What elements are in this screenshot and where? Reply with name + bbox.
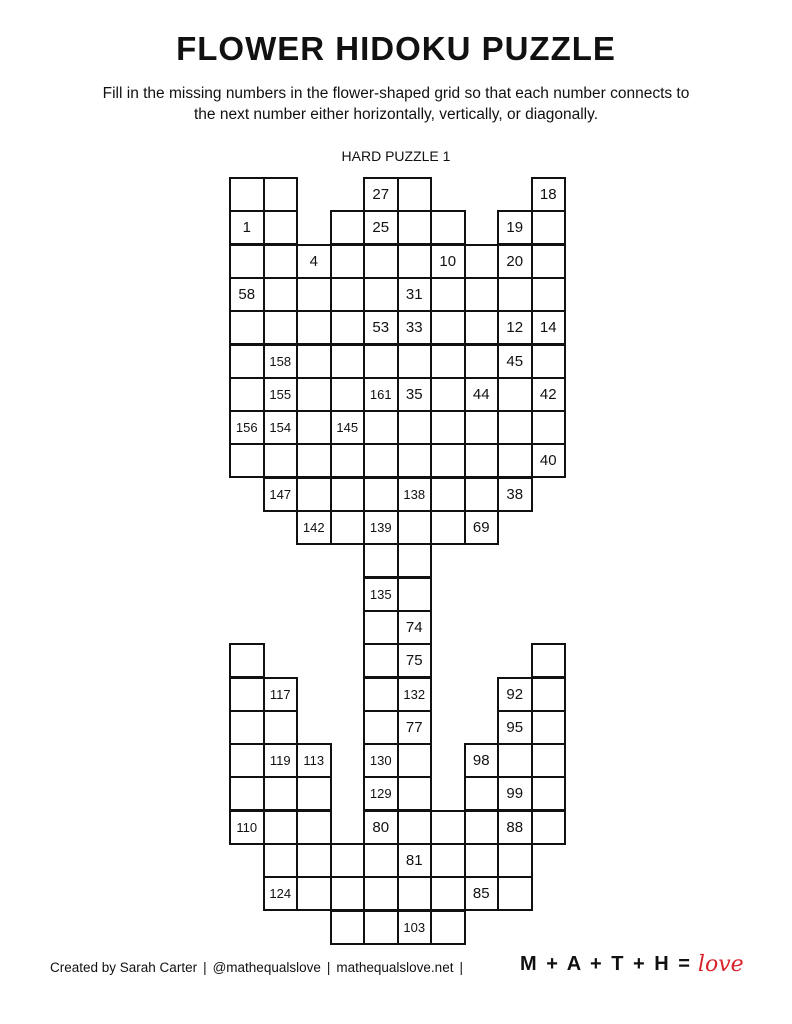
given-cell[interactable]: 44 [464,377,500,412]
empty-cell[interactable] [397,776,433,811]
given-cell[interactable]: 138 [397,477,433,512]
empty-cell[interactable] [229,310,265,345]
empty-cell[interactable] [397,177,433,212]
empty-cell[interactable] [330,477,366,512]
empty-cell[interactable] [363,443,399,478]
empty-cell[interactable] [464,443,500,478]
social-handle: @mathequalslove [212,960,321,975]
empty-cell[interactable] [296,344,332,379]
empty-cell[interactable] [229,244,265,279]
empty-cell[interactable] [397,810,433,845]
given-cell[interactable]: 98 [464,743,500,778]
footer-credits [50,960,469,975]
empty-cell[interactable] [464,810,500,845]
given-cell[interactable]: 156 [229,410,265,445]
given-cell[interactable]: 12 [497,310,533,345]
given-cell[interactable]: 69 [464,510,500,545]
given-cell[interactable]: 155 [263,377,299,412]
empty-cell[interactable] [296,843,332,878]
empty-cell[interactable] [464,843,500,878]
empty-cell[interactable] [531,776,567,811]
given-cell[interactable]: 4 [296,244,332,279]
given-cell[interactable]: 10 [430,244,466,279]
empty-cell[interactable] [531,277,567,312]
empty-cell[interactable] [430,477,466,512]
empty-cell[interactable] [464,344,500,379]
empty-cell[interactable] [296,377,332,412]
given-cell[interactable]: 35 [397,377,433,412]
empty-cell[interactable] [330,344,366,379]
given-cell[interactable]: 158 [263,344,299,379]
given-cell[interactable]: 88 [497,810,533,845]
given-cell[interactable]: 18 [531,177,567,212]
empty-cell[interactable] [263,710,299,745]
empty-cell[interactable] [330,910,366,945]
empty-cell[interactable] [430,277,466,312]
empty-cell[interactable] [430,910,466,945]
empty-cell[interactable] [497,843,533,878]
empty-cell[interactable] [229,177,265,212]
given-cell[interactable]: 75 [397,643,433,678]
empty-cell[interactable] [397,577,433,612]
empty-cell[interactable] [397,344,433,379]
given-cell[interactable]: 129 [363,776,399,811]
empty-cell[interactable] [363,643,399,678]
given-cell[interactable]: 161 [363,377,399,412]
given-cell[interactable]: 53 [363,310,399,345]
empty-cell[interactable] [363,843,399,878]
empty-cell[interactable] [464,310,500,345]
empty-cell[interactable] [263,244,299,279]
empty-cell[interactable] [229,344,265,379]
empty-cell[interactable] [330,210,366,245]
empty-cell[interactable] [531,210,567,245]
empty-cell[interactable] [430,310,466,345]
empty-cell[interactable] [363,876,399,911]
empty-cell[interactable] [430,443,466,478]
empty-cell[interactable] [229,677,265,712]
brand-text: M + A + T + H = [520,953,692,975]
empty-cell[interactable] [430,876,466,911]
empty-cell[interactable] [430,843,466,878]
given-cell[interactable]: 33 [397,310,433,345]
empty-cell[interactable] [229,643,265,678]
empty-cell[interactable] [397,510,433,545]
given-cell[interactable]: 110 [229,810,265,845]
empty-cell[interactable] [263,443,299,478]
empty-cell[interactable] [296,443,332,478]
empty-cell[interactable] [430,210,466,245]
empty-cell[interactable] [464,477,500,512]
given-cell[interactable]: 14 [531,310,567,345]
empty-cell[interactable] [397,210,433,245]
empty-cell[interactable] [397,443,433,478]
empty-cell[interactable] [330,377,366,412]
empty-cell[interactable] [263,810,299,845]
empty-cell[interactable] [430,510,466,545]
given-cell[interactable]: 117 [263,677,299,712]
empty-cell[interactable] [430,410,466,445]
given-cell[interactable]: 40 [531,443,567,478]
empty-cell[interactable] [330,244,366,279]
empty-cell[interactable] [330,277,366,312]
empty-cell[interactable] [464,244,500,279]
given-cell[interactable]: 135 [363,577,399,612]
given-cell[interactable]: 25 [363,210,399,245]
empty-cell[interactable] [497,410,533,445]
empty-cell[interactable] [531,643,567,678]
empty-cell[interactable] [363,543,399,578]
given-cell[interactable]: 85 [464,876,500,911]
given-cell[interactable]: 81 [397,843,433,878]
given-cell[interactable]: 103 [397,910,433,945]
given-cell[interactable]: 80 [363,810,399,845]
empty-cell[interactable] [531,244,567,279]
empty-cell[interactable] [263,310,299,345]
given-cell[interactable]: 113 [296,743,332,778]
footer-separator: | [203,960,207,975]
empty-cell[interactable] [330,876,366,911]
empty-cell[interactable] [263,210,299,245]
website-link[interactable]: mathequalslove.net [336,960,454,975]
empty-cell[interactable] [497,277,533,312]
empty-cell[interactable] [296,876,332,911]
empty-cell[interactable] [531,810,567,845]
empty-cell[interactable] [531,710,567,745]
brand-logo [520,952,744,977]
empty-cell[interactable] [531,344,567,379]
empty-cell[interactable] [296,810,332,845]
empty-cell[interactable] [330,843,366,878]
empty-cell[interactable] [464,776,500,811]
given-cell[interactable]: 31 [397,277,433,312]
empty-cell[interactable] [263,177,299,212]
empty-cell[interactable] [229,776,265,811]
empty-cell[interactable] [229,743,265,778]
given-cell[interactable]: 119 [263,743,299,778]
given-cell[interactable]: 42 [531,377,567,412]
empty-cell[interactable] [397,876,433,911]
empty-cell[interactable] [296,477,332,512]
empty-cell[interactable] [296,410,332,445]
empty-cell[interactable] [397,743,433,778]
empty-cell[interactable] [397,244,433,279]
empty-cell[interactable] [497,377,533,412]
empty-cell[interactable] [363,277,399,312]
empty-cell[interactable] [263,776,299,811]
empty-cell[interactable] [397,543,433,578]
empty-cell[interactable] [363,344,399,379]
given-cell[interactable]: 38 [497,477,533,512]
empty-cell[interactable] [330,310,366,345]
empty-cell[interactable] [296,310,332,345]
empty-cell[interactable] [330,443,366,478]
empty-cell[interactable] [363,410,399,445]
puzzle-subtitle: HARD PUZZLE 1 [341,148,451,164]
footer-separator: | [459,960,463,975]
empty-cell[interactable] [363,710,399,745]
page-title: FLOWER HIDOKU PUZZLE [176,30,616,67]
given-cell[interactable]: 92 [497,677,533,712]
given-cell[interactable]: 130 [363,743,399,778]
given-cell[interactable]: 58 [229,277,265,312]
empty-cell[interactable] [363,477,399,512]
empty-cell[interactable] [464,410,500,445]
given-cell[interactable]: 132 [397,677,433,712]
empty-cell[interactable] [430,377,466,412]
empty-cell[interactable] [363,610,399,645]
given-cell[interactable]: 99 [497,776,533,811]
empty-cell[interactable] [397,410,433,445]
given-cell[interactable]: 1 [229,210,265,245]
empty-cell[interactable] [363,910,399,945]
given-cell[interactable]: 147 [263,477,299,512]
empty-cell[interactable] [229,377,265,412]
empty-cell[interactable] [497,743,533,778]
empty-cell[interactable] [330,510,366,545]
given-cell[interactable]: 145 [330,410,366,445]
empty-cell[interactable] [263,277,299,312]
given-cell[interactable]: 124 [263,876,299,911]
given-cell[interactable]: 95 [497,710,533,745]
empty-cell[interactable] [229,710,265,745]
empty-cell[interactable] [296,277,332,312]
given-cell[interactable]: 139 [363,510,399,545]
empty-cell[interactable] [531,677,567,712]
given-cell[interactable]: 142 [296,510,332,545]
given-cell[interactable]: 20 [497,244,533,279]
empty-cell[interactable] [497,876,533,911]
given-cell[interactable]: 27 [363,177,399,212]
empty-cell[interactable] [363,244,399,279]
given-cell[interactable]: 19 [497,210,533,245]
empty-cell[interactable] [430,344,466,379]
empty-cell[interactable] [296,776,332,811]
instructions: Fill in the missing numbers in the flower-shaped grid so that each number connects to the next number either horizontally, vertically, or diagonally. [102,85,690,123]
given-cell[interactable]: 74 [397,610,433,645]
empty-cell[interactable] [263,843,299,878]
given-cell[interactable]: 77 [397,710,433,745]
empty-cell[interactable] [497,443,533,478]
empty-cell[interactable] [363,677,399,712]
brand-love-word: love [697,952,744,977]
given-cell[interactable]: 154 [263,410,299,445]
empty-cell[interactable] [464,277,500,312]
creator-name: Created by Sarah Carter [50,960,198,975]
empty-cell[interactable] [531,410,567,445]
empty-cell[interactable] [229,443,265,478]
given-cell[interactable]: 45 [497,344,533,379]
footer-separator: | [326,960,331,975]
empty-cell[interactable] [531,743,567,778]
empty-cell[interactable] [430,810,466,845]
